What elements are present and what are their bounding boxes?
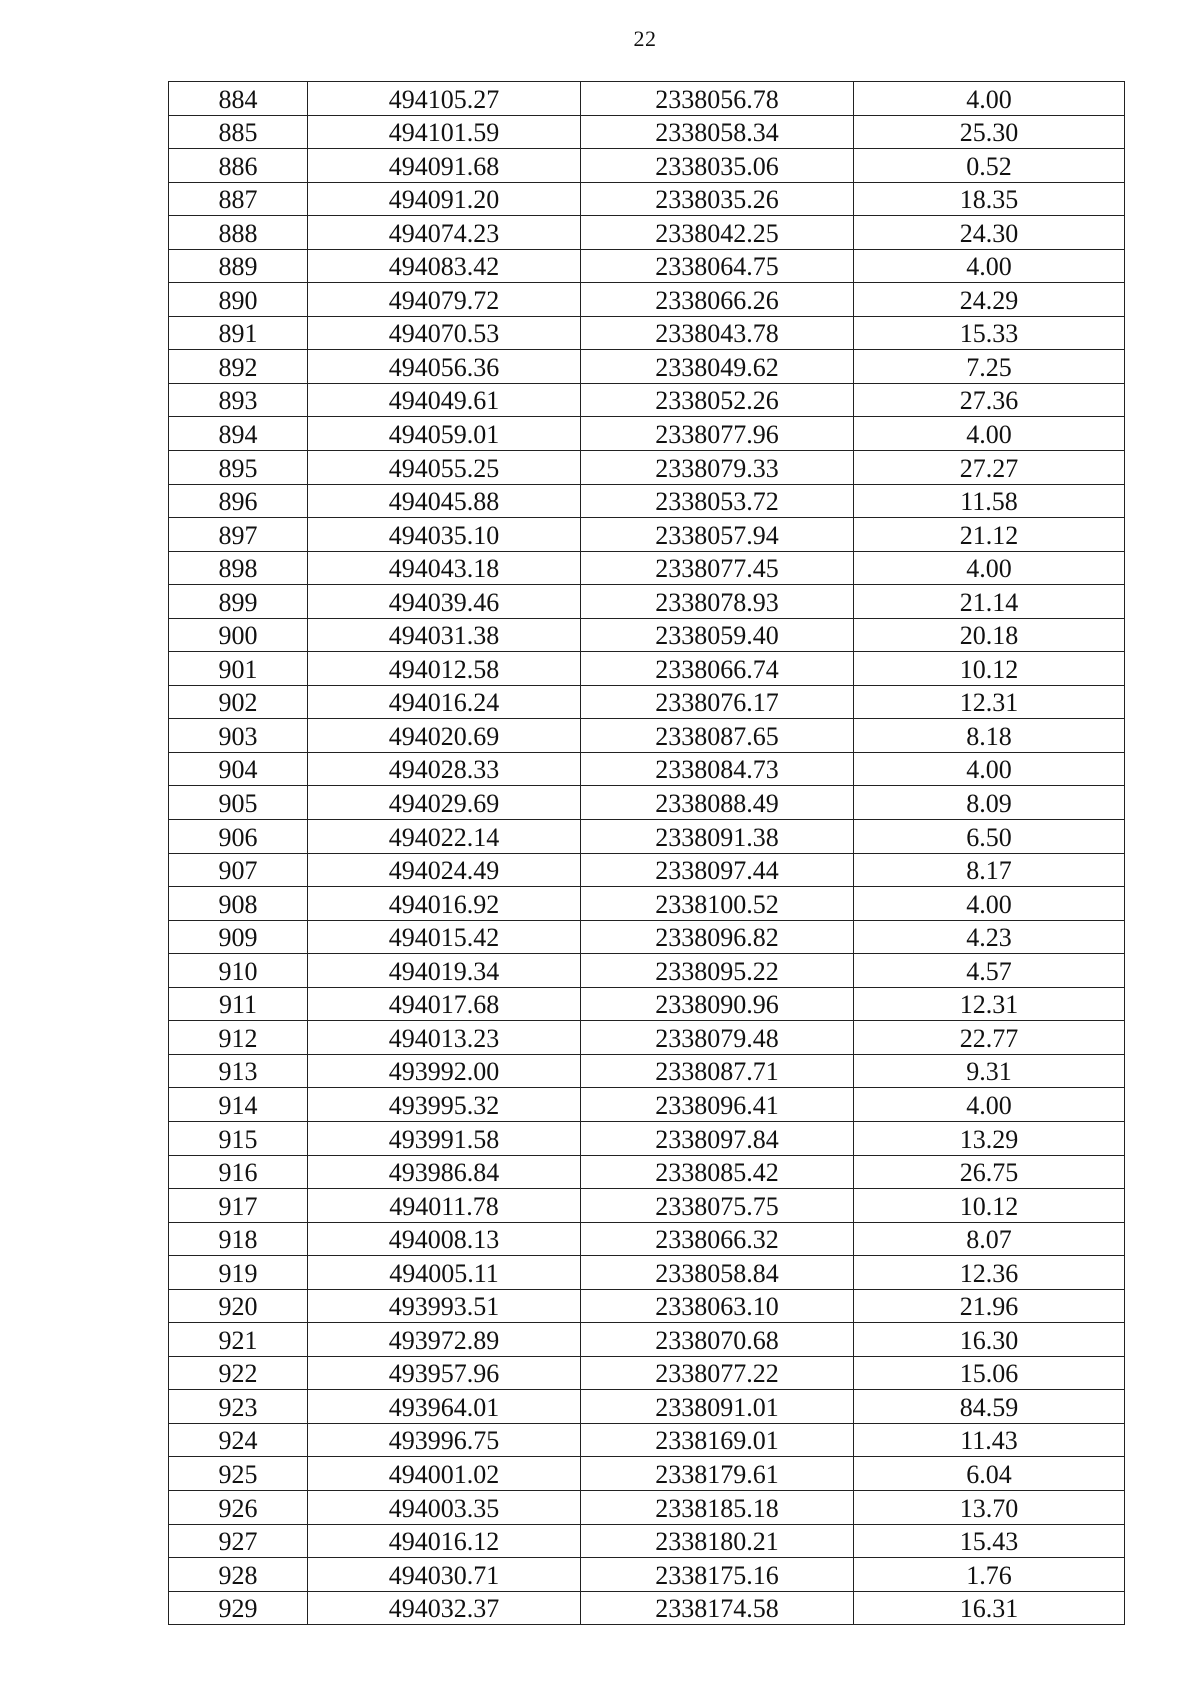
point-number-cell: 915 [169, 1121, 308, 1155]
distance-cell: 4.57 [854, 954, 1125, 988]
x-coordinate-cell: 494011.78 [308, 1189, 581, 1223]
x-coordinate-cell: 494083.42 [308, 249, 581, 283]
table-row [169, 383, 1125, 417]
distance-cell: 12.36 [854, 1256, 1125, 1290]
y-coordinate-cell: 2338035.06 [581, 149, 854, 183]
x-coordinate-cell: 493992.00 [308, 1054, 581, 1088]
table-row [169, 1356, 1125, 1390]
y-coordinate-cell: 2338175.16 [581, 1558, 854, 1592]
x-coordinate-cell: 494039.46 [308, 585, 581, 619]
x-coordinate-cell: 494035.10 [308, 518, 581, 552]
distance-cell: 24.30 [854, 216, 1125, 250]
y-coordinate-cell: 2338066.74 [581, 652, 854, 686]
x-coordinate-cell: 494091.68 [308, 149, 581, 183]
x-coordinate-cell: 494022.14 [308, 820, 581, 854]
table-row [169, 652, 1125, 686]
point-number-cell: 924 [169, 1423, 308, 1457]
y-coordinate-cell: 2338070.68 [581, 1323, 854, 1357]
distance-cell: 8.18 [854, 719, 1125, 753]
point-number-cell: 922 [169, 1356, 308, 1390]
x-coordinate-cell: 494005.11 [308, 1256, 581, 1290]
point-number-cell: 928 [169, 1558, 308, 1592]
distance-cell: 27.27 [854, 451, 1125, 485]
distance-cell: 12.31 [854, 685, 1125, 719]
table-row [169, 1457, 1125, 1491]
distance-cell: 11.58 [854, 484, 1125, 518]
y-coordinate-cell: 2338077.96 [581, 417, 854, 451]
point-number-cell: 901 [169, 652, 308, 686]
x-coordinate-cell: 494079.72 [308, 283, 581, 317]
distance-cell: 16.30 [854, 1323, 1125, 1357]
point-number-cell: 903 [169, 719, 308, 753]
y-coordinate-cell: 2338090.96 [581, 987, 854, 1021]
table-row [169, 853, 1125, 887]
x-coordinate-cell: 494031.38 [308, 618, 581, 652]
point-number-cell: 919 [169, 1256, 308, 1290]
point-number-cell: 914 [169, 1088, 308, 1122]
x-coordinate-cell: 494029.69 [308, 786, 581, 820]
table-row [169, 1323, 1125, 1357]
point-number-cell: 912 [169, 1021, 308, 1055]
table-row [169, 1054, 1125, 1088]
point-number-cell: 892 [169, 350, 308, 384]
x-coordinate-cell: 494055.25 [308, 451, 581, 485]
table-row [169, 149, 1125, 183]
point-number-cell: 885 [169, 115, 308, 149]
x-coordinate-cell: 493986.84 [308, 1155, 581, 1189]
y-coordinate-cell: 2338076.17 [581, 685, 854, 719]
point-number-cell: 888 [169, 216, 308, 250]
distance-cell: 15.43 [854, 1524, 1125, 1558]
distance-cell: 15.33 [854, 316, 1125, 350]
distance-cell: 4.00 [854, 249, 1125, 283]
distance-cell: 0.52 [854, 149, 1125, 183]
distance-cell: 6.04 [854, 1457, 1125, 1491]
y-coordinate-cell: 2338066.26 [581, 283, 854, 317]
y-coordinate-cell: 2338043.78 [581, 316, 854, 350]
table-row [169, 1390, 1125, 1424]
point-number-cell: 910 [169, 954, 308, 988]
y-coordinate-cell: 2338084.73 [581, 752, 854, 786]
x-coordinate-cell: 493996.75 [308, 1423, 581, 1457]
table-row [169, 82, 1125, 116]
point-number-cell: 909 [169, 920, 308, 954]
table-row [169, 316, 1125, 350]
point-number-cell: 925 [169, 1457, 308, 1491]
point-number-cell: 889 [169, 249, 308, 283]
table-row [169, 685, 1125, 719]
x-coordinate-cell: 494013.23 [308, 1021, 581, 1055]
x-coordinate-cell: 493957.96 [308, 1356, 581, 1390]
distance-cell: 25.30 [854, 115, 1125, 149]
distance-cell: 8.17 [854, 853, 1125, 887]
point-number-cell: 884 [169, 82, 308, 116]
point-number-cell: 904 [169, 752, 308, 786]
distance-cell: 10.12 [854, 1189, 1125, 1223]
table-row [169, 1423, 1125, 1457]
x-coordinate-cell: 494017.68 [308, 987, 581, 1021]
y-coordinate-cell: 2338058.84 [581, 1256, 854, 1290]
x-coordinate-cell: 493995.32 [308, 1088, 581, 1122]
y-coordinate-cell: 2338064.75 [581, 249, 854, 283]
y-coordinate-cell: 2338066.32 [581, 1222, 854, 1256]
y-coordinate-cell: 2338077.45 [581, 551, 854, 585]
y-coordinate-cell: 2338096.41 [581, 1088, 854, 1122]
x-coordinate-cell: 494045.88 [308, 484, 581, 518]
distance-cell: 4.00 [854, 752, 1125, 786]
x-coordinate-cell: 494105.27 [308, 82, 581, 116]
table-row [169, 249, 1125, 283]
table-row [169, 115, 1125, 149]
y-coordinate-cell: 2338097.44 [581, 853, 854, 887]
point-number-cell: 887 [169, 182, 308, 216]
x-coordinate-cell: 494015.42 [308, 920, 581, 954]
distance-cell: 8.07 [854, 1222, 1125, 1256]
x-coordinate-cell: 494091.20 [308, 182, 581, 216]
x-coordinate-cell: 494032.37 [308, 1591, 581, 1625]
y-coordinate-cell: 2338077.22 [581, 1356, 854, 1390]
point-number-cell: 927 [169, 1524, 308, 1558]
x-coordinate-cell: 494016.24 [308, 685, 581, 719]
y-coordinate-cell: 2338174.58 [581, 1591, 854, 1625]
distance-cell: 24.29 [854, 283, 1125, 317]
table-row [169, 1189, 1125, 1223]
table-row [169, 752, 1125, 786]
x-coordinate-cell: 494074.23 [308, 216, 581, 250]
table-row [169, 585, 1125, 619]
x-coordinate-cell: 494003.35 [308, 1490, 581, 1524]
distance-cell: 21.14 [854, 585, 1125, 619]
point-number-cell: 886 [169, 149, 308, 183]
distance-cell: 21.12 [854, 518, 1125, 552]
table-row [169, 719, 1125, 753]
table-row [169, 283, 1125, 317]
x-coordinate-cell: 494059.01 [308, 417, 581, 451]
point-number-cell: 898 [169, 551, 308, 585]
distance-cell: 4.00 [854, 551, 1125, 585]
point-number-cell: 897 [169, 518, 308, 552]
distance-cell: 20.18 [854, 618, 1125, 652]
x-coordinate-cell: 493991.58 [308, 1121, 581, 1155]
y-coordinate-cell: 2338052.26 [581, 383, 854, 417]
table-row [169, 1088, 1125, 1122]
table-row [169, 182, 1125, 216]
distance-cell: 4.00 [854, 887, 1125, 921]
point-number-cell: 893 [169, 383, 308, 417]
y-coordinate-cell: 2338100.52 [581, 887, 854, 921]
distance-cell: 11.43 [854, 1423, 1125, 1457]
point-number-cell: 913 [169, 1054, 308, 1088]
table-row [169, 1155, 1125, 1189]
point-number-cell: 900 [169, 618, 308, 652]
y-coordinate-cell: 2338088.49 [581, 786, 854, 820]
table-row [169, 1222, 1125, 1256]
distance-cell: 4.00 [854, 417, 1125, 451]
table-row [169, 1121, 1125, 1155]
distance-cell: 8.09 [854, 786, 1125, 820]
y-coordinate-cell: 2338058.34 [581, 115, 854, 149]
distance-cell: 15.06 [854, 1356, 1125, 1390]
y-coordinate-cell: 2338185.18 [581, 1490, 854, 1524]
x-coordinate-cell: 493993.51 [308, 1289, 581, 1323]
point-number-cell: 917 [169, 1189, 308, 1223]
page-number: 22 [633, 26, 657, 51]
table-row [169, 887, 1125, 921]
y-coordinate-cell: 2338079.33 [581, 451, 854, 485]
table-row [169, 1591, 1125, 1625]
point-number-cell: 908 [169, 887, 308, 921]
y-coordinate-cell: 2338179.61 [581, 1457, 854, 1491]
y-coordinate-cell: 2338169.01 [581, 1423, 854, 1457]
y-coordinate-cell: 2338059.40 [581, 618, 854, 652]
point-number-cell: 894 [169, 417, 308, 451]
y-coordinate-cell: 2338095.22 [581, 954, 854, 988]
distance-cell: 12.31 [854, 987, 1125, 1021]
x-coordinate-cell: 494056.36 [308, 350, 581, 384]
point-number-cell: 911 [169, 987, 308, 1021]
y-coordinate-cell: 2338042.25 [581, 216, 854, 250]
table-row [169, 451, 1125, 485]
y-coordinate-cell: 2338091.01 [581, 1390, 854, 1424]
y-coordinate-cell: 2338063.10 [581, 1289, 854, 1323]
table-row [169, 350, 1125, 384]
distance-cell: 16.31 [854, 1591, 1125, 1625]
x-coordinate-cell: 494030.71 [308, 1558, 581, 1592]
x-coordinate-cell: 494016.92 [308, 887, 581, 921]
table-row [169, 954, 1125, 988]
x-coordinate-cell: 494049.61 [308, 383, 581, 417]
distance-cell: 1.76 [854, 1558, 1125, 1592]
table-row [169, 618, 1125, 652]
distance-cell: 22.77 [854, 1021, 1125, 1055]
distance-cell: 18.35 [854, 182, 1125, 216]
y-coordinate-cell: 2338075.75 [581, 1189, 854, 1223]
distance-cell: 10.12 [854, 652, 1125, 686]
distance-cell: 7.25 [854, 350, 1125, 384]
table-row [169, 1021, 1125, 1055]
point-number-cell: 906 [169, 820, 308, 854]
table-row [169, 1289, 1125, 1323]
point-number-cell: 905 [169, 786, 308, 820]
point-number-cell: 916 [169, 1155, 308, 1189]
distance-cell: 6.50 [854, 820, 1125, 854]
distance-cell: 27.36 [854, 383, 1125, 417]
y-coordinate-cell: 2338056.78 [581, 82, 854, 116]
point-number-cell: 891 [169, 316, 308, 350]
x-coordinate-cell: 494070.53 [308, 316, 581, 350]
y-coordinate-cell: 2338079.48 [581, 1021, 854, 1055]
point-number-cell: 920 [169, 1289, 308, 1323]
point-number-cell: 896 [169, 484, 308, 518]
point-number-cell: 918 [169, 1222, 308, 1256]
point-number-cell: 890 [169, 283, 308, 317]
y-coordinate-cell: 2338096.82 [581, 920, 854, 954]
x-coordinate-cell: 494024.49 [308, 853, 581, 887]
distance-cell: 13.29 [854, 1121, 1125, 1155]
table-row [169, 484, 1125, 518]
table-row [169, 820, 1125, 854]
y-coordinate-cell: 2338087.71 [581, 1054, 854, 1088]
point-number-cell: 902 [169, 685, 308, 719]
distance-cell: 4.00 [854, 82, 1125, 116]
point-number-cell: 907 [169, 853, 308, 887]
table-row [169, 987, 1125, 1021]
x-coordinate-cell: 494016.12 [308, 1524, 581, 1558]
y-coordinate-cell: 2338035.26 [581, 182, 854, 216]
point-number-cell: 926 [169, 1490, 308, 1524]
coordinates-table-body [169, 82, 1125, 1625]
x-coordinate-cell: 494001.02 [308, 1457, 581, 1491]
x-coordinate-cell: 493972.89 [308, 1323, 581, 1357]
y-coordinate-cell: 2338053.72 [581, 484, 854, 518]
y-coordinate-cell: 2338049.62 [581, 350, 854, 384]
y-coordinate-cell: 2338078.93 [581, 585, 854, 619]
point-number-cell: 921 [169, 1323, 308, 1357]
table-row [169, 1256, 1125, 1290]
y-coordinate-cell: 2338097.84 [581, 1121, 854, 1155]
table-row [169, 551, 1125, 585]
table-row [169, 920, 1125, 954]
y-coordinate-cell: 2338180.21 [581, 1524, 854, 1558]
y-coordinate-cell: 2338087.65 [581, 719, 854, 753]
table-row [169, 518, 1125, 552]
point-number-cell: 895 [169, 451, 308, 485]
point-number-cell: 899 [169, 585, 308, 619]
table-row [169, 1490, 1125, 1524]
x-coordinate-cell: 494028.33 [308, 752, 581, 786]
distance-cell: 13.70 [854, 1490, 1125, 1524]
x-coordinate-cell: 494020.69 [308, 719, 581, 753]
x-coordinate-cell: 494012.58 [308, 652, 581, 686]
x-coordinate-cell: 494101.59 [308, 115, 581, 149]
distance-cell: 9.31 [854, 1054, 1125, 1088]
point-number-cell: 923 [169, 1390, 308, 1424]
x-coordinate-cell: 494043.18 [308, 551, 581, 585]
table-row [169, 786, 1125, 820]
table-row [169, 1558, 1125, 1592]
distance-cell: 4.00 [854, 1088, 1125, 1122]
y-coordinate-cell: 2338091.38 [581, 820, 854, 854]
table-row [169, 216, 1125, 250]
x-coordinate-cell: 493964.01 [308, 1390, 581, 1424]
x-coordinate-cell: 494019.34 [308, 954, 581, 988]
distance-cell: 26.75 [854, 1155, 1125, 1189]
table-row [169, 1524, 1125, 1558]
coordinates-table [168, 81, 1125, 1625]
distance-cell: 4.23 [854, 920, 1125, 954]
distance-cell: 21.96 [854, 1289, 1125, 1323]
table-row [169, 417, 1125, 451]
x-coordinate-cell: 494008.13 [308, 1222, 581, 1256]
distance-cell: 84.59 [854, 1390, 1125, 1424]
point-number-cell: 929 [169, 1591, 308, 1625]
y-coordinate-cell: 2338057.94 [581, 518, 854, 552]
y-coordinate-cell: 2338085.42 [581, 1155, 854, 1189]
